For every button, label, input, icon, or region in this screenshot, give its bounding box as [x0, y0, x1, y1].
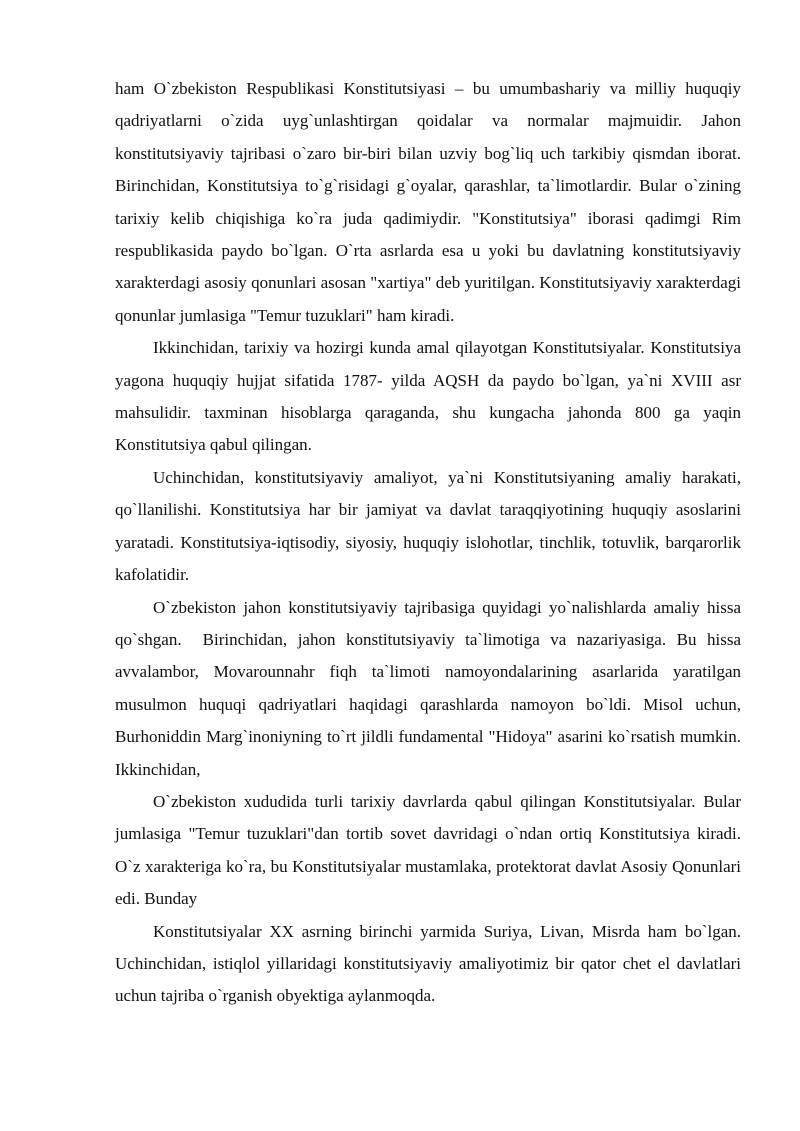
- document-page: [115, 73, 792, 1013]
- paragraph-5: O`zbekiston xududida turli tarixiy davrlarda qabul qilingan Konstitutsiyalar. Bular jumlasiga "Temur tuzuklari"dan tortib sovet davridagi o`ndan ortiq Konstitutsiya kiradi. O`z xarakteriga ko`ra, bu Konstitutsiyalar mustamlaka, protektorat davlat Asosiy Qonunlari edi. Bunday: [115, 791, 741, 909]
- paragraph-1: ham O`zbekiston Respublikasi Konstitutsiyasi – bu umumbashariy va milliy huquqiy qadriyatlarni o`zida uyg`unlashtirgan qoidalar va normalar majmuidir. Jahon konstitutsiyaviy tajribasi o`zaro bir-biri bilan uzviy bog`liq uch tarkibiy qismdan iborat. Birinchidan, Konstitutsiya to`g`risidagi g`oyalar, qarashlar, ta`limotlardir. Bular o`zining tarixiy kelib chiqishiga ko`ra juda qadimiydir. "Konstitutsiya" iborasi qadimgi Rim respublikasida paydo bo`lgan. O`rta asrlarda esa u yoki bu davlatning konstitutsiyaviy xarakterdagi asosiy qonunlari asosan "xartiya" deb yuritilgan. Konstitutsiyaviy xarakterdagi qonunlar jumlasiga "Temur tuzuklari" ham kiradi.: [115, 79, 741, 325]
- paragraph-6: Konstitutsiyalar XX asrning birinchi yarmida Suriya, Livan, Misrda ham bo`lgan. Uchinchidan, istiqlol yillaridagi konstitutsiyaviy amaliyotimiz bir qator chet el davlatlari uchun tajriba o`rganish obyektiga aylanmoqda.: [115, 921, 792, 1006]
- paragraph-2: Ikkinchidan, tarixiy va hozirgi kunda amal qilayotgan Konstitutsiyalar. Konstitutsiya yagona huquqiy hujjat sifatida 1787- yilda AQSH da paydo bo`lgan, ya`ni XVIII asr mahsulidir. taxminan hisoblarga qaraganda, shu kungacha jahonda 800 ga yaqin Konstitutsiya qabul qilingan.: [115, 338, 741, 455]
- paragraph-4: O`zbekiston jahon konstitutsiyaviy tajribasiga quyidagi yo`nalishlarda amaliy hissa qo`shgan. Birinchidan, jahon konstitutsiyaviy ta`limotiga va nazariyasiga. Bu hissa avvalambor, Movarounnahr fiqh ta`limoti namoyondalarining asarlarida yaratilgan musulmon huquqi qadriyatlari haqidagi qarashlarda namoyon bo`ldi. Misol uchun, Burhoniddin Marg`inoniyning to`rt jildli fundamental "Hidoya" asarini ko`rsatish mumkin. Ikkinchidan,: [115, 597, 780, 779]
- paragraph-3: Uchinchidan, konstitutsiyaviy amaliyot, ya`ni Konstitutsiyaning amaliy harakati, qo`llanilishi. Konstitutsiya har bir jamiyat va davlat taraqqiyotining huquqiy asoslarini yaratadi. Konstitutsiya-iqtisodiy, siyosiy, huquqiy islohotlar, tinchlik, totuvlik, barqarorlik kafolatidir.: [115, 467, 741, 585]
